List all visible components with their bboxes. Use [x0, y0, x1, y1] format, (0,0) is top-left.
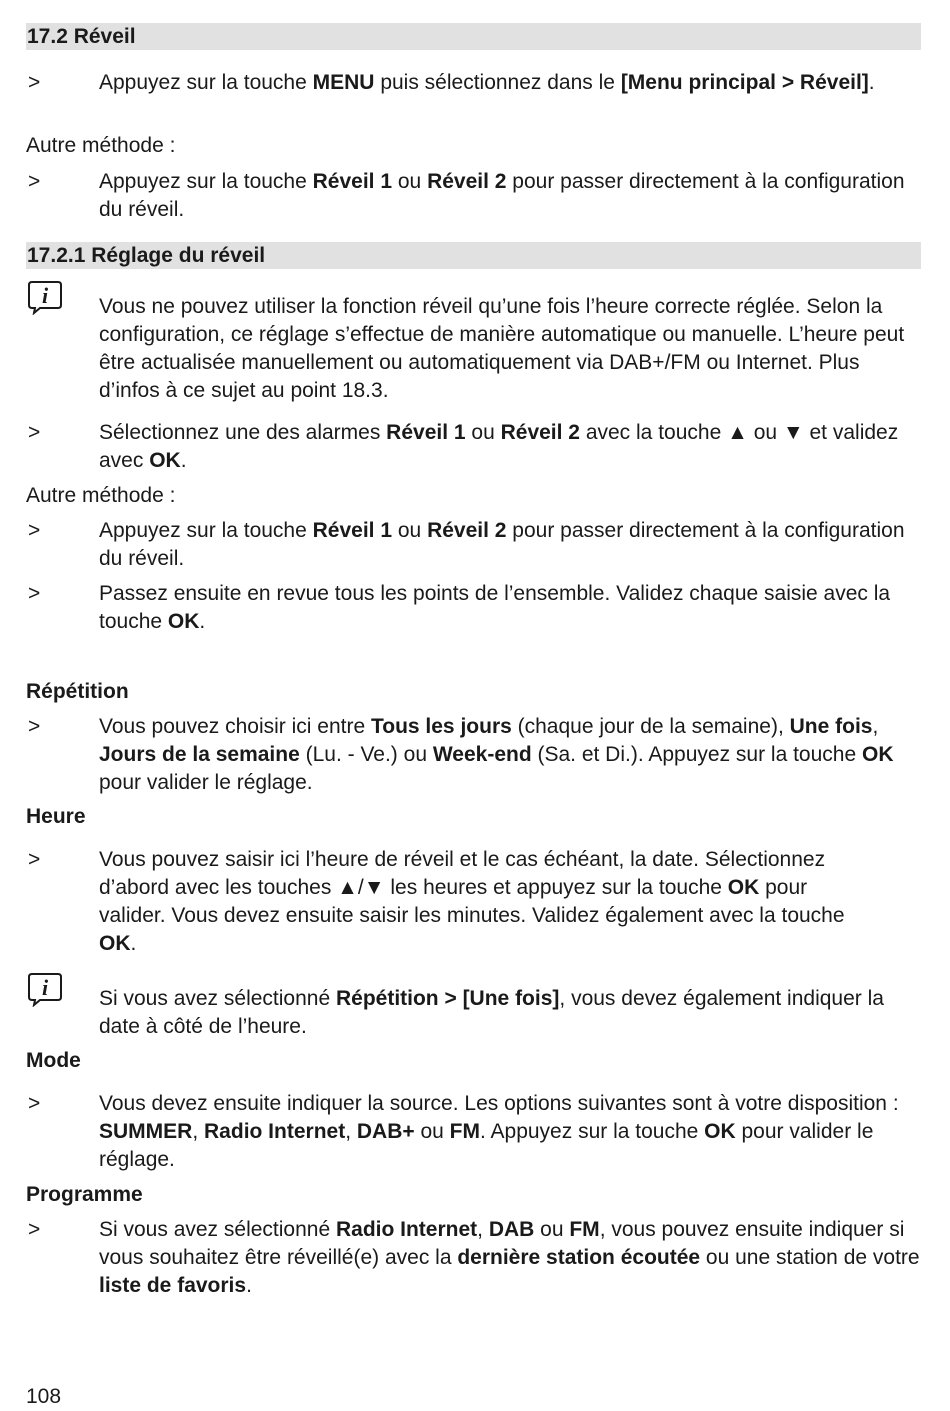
bullet-mark: >: [28, 715, 41, 738]
bullet-text: Vous pouvez saisir ici l’heure de réveil et le cas échéant, la date. Sélectionnez d’abord avec les touches ▲/▼ les heures et appuyez sur la touche OK pour valider. Vous devez ensuite saisir les minutes. Validez également avec la touche OK.: [99, 848, 845, 955]
info-note-date: [26, 975, 921, 1041]
bullet-mark: >: [28, 582, 41, 605]
bullet-mark: >: [28, 848, 41, 871]
bullet-select-alarm: [26, 419, 921, 475]
section-heading-17-2: 17.2 Réveil: [26, 23, 921, 50]
bullet-text: Sélectionnez une des alarmes Réveil 1 ou Réveil 2 avec la touche ▲ ou ▼ et validez avec OK.: [99, 421, 899, 472]
alternative-method-label: Autre méthode :: [26, 484, 176, 507]
bullet-mark: >: [28, 1092, 41, 1115]
bullet-text: Passez ensuite en revue tous les points de l’ensemble. Validez chaque saisie avec la touche OK.: [99, 582, 891, 633]
bullet-text: Si vous avez sélectionné Radio Internet, DAB ou FM, vous pouvez ensuite indiquer si vous souhaitez être réveillé(e) avec la dernière station écoutée ou une station de votre liste de favoris.: [99, 1218, 920, 1297]
bullet-text: Appuyez sur la touche Réveil 1 ou Réveil 2 pour passer directement à la configuration du réveil.: [99, 170, 905, 221]
bullet-menu-instruction: [26, 69, 921, 97]
alternative-method-label: Autre méthode :: [26, 134, 176, 157]
svg-text:i: i: [41, 975, 49, 1000]
info-icon: [26, 971, 64, 1007]
subheading-repetition: Répétition: [26, 680, 129, 703]
bullet-heure: [26, 846, 921, 958]
info-note-time: [26, 283, 921, 405]
bullet-repetition: [26, 713, 921, 797]
bullet-mark: >: [28, 519, 41, 542]
bullet-mark: >: [28, 1218, 41, 1241]
bullet-mark: >: [28, 71, 41, 94]
svg-text:i: i: [41, 283, 49, 308]
bullet-text: Appuyez sur la touche Réveil 1 ou Réveil 2 pour passer directement à la configuration du réveil.: [99, 519, 905, 570]
subheading-heure: Heure: [26, 805, 86, 828]
bullet-mark: >: [28, 421, 41, 444]
bullet-text: Vous devez ensuite indiquer la source. Les options suivantes sont à votre disposition : SUMMER, Radio Internet, DAB+ ou FM. Appuyez sur la touche OK pour valider le réglage.: [99, 1092, 899, 1171]
bullet-alarm-keys-2: [26, 517, 921, 573]
bullet-mode: [26, 1090, 921, 1174]
subheading-mode: Mode: [26, 1049, 81, 1072]
bullet-text: Appuyez sur la touche MENU puis sélectionnez dans le [Menu principal > Réveil].: [99, 71, 875, 94]
subheading-programme: Programme: [26, 1183, 143, 1206]
bullet-alarm-keys: [26, 168, 921, 224]
bullet-review-items: [26, 580, 921, 636]
page-number: 108: [26, 1385, 62, 1408]
bullet-programme: [26, 1216, 921, 1300]
info-icon: [26, 279, 64, 315]
info-text: Vous ne pouvez utiliser la fonction réveil qu’une fois l’heure correcte réglée. Selon la configuration, ce réglage s’effectue de manière automatique ou manuelle. L’heure peut être actualisée manuellement ou automatiquement via DAB+/FM ou Internet. Plus d’infos à ce sujet au point 18.3.: [99, 295, 905, 402]
bullet-mark: >: [28, 170, 41, 193]
section-heading-17-2-1: 17.2.1 Réglage du réveil: [26, 242, 921, 269]
bullet-text: Vous pouvez choisir ici entre Tous les jours (chaque jour de la semaine), Une fois, Jours de la semaine (Lu. - Ve.) ou Week-end (Sa. et Di.). Appuyez sur la touche OK pour valider le réglage.: [99, 715, 894, 794]
info-text: Si vous avez sélectionné Répétition > [Une fois], vous devez également indiquer la date à côté de l’heure.: [99, 987, 884, 1038]
